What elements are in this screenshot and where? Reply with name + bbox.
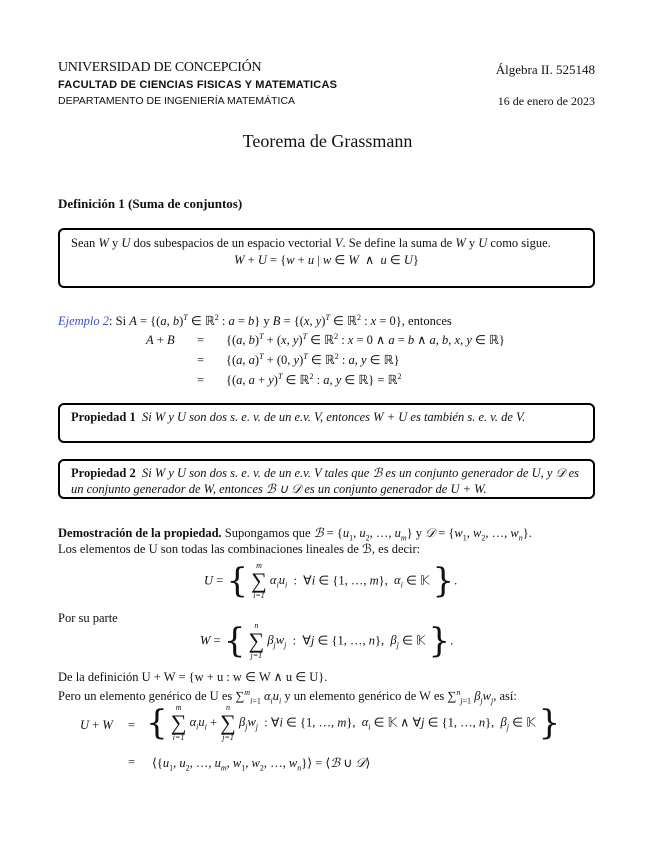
- example-label[interactable]: Ejemplo 2: [58, 314, 110, 329]
- property-1-label: Propiedad 1: [71, 410, 136, 424]
- proof-sum-eq2: =: [128, 755, 136, 769]
- example-eq-eq3: =: [197, 373, 205, 387]
- document-date: 16 de enero de 2023: [497, 94, 595, 108]
- example-eq-rhs2: {(a, a)$^T$ + (0, y)$^T$ ∈ ℝ$^2$ : a, y ∈ ℝ}: [226, 352, 400, 368]
- proof-sum-rhs2: $⟨\{u_1$, $u_2$, …, $u_m$, $w_1$, $w_2$, …, $w_n\}⟩$ = ⟨ℬ ∪ 𝒟⟩: [152, 756, 371, 773]
- property-2-text: Si W y U son dos s. e. v. de un e.v. V tales que ℬ es un conjunto generador de U, y 𝒟 es un conjunto generador de W, entonces ℬ ∪ 𝒟 es un conjunto generador de U + W.: [71, 466, 580, 496]
- proof-set-W: W = { n ∑ j=1 $\beta_jw_j$ : ∀j ∈ {1, …, n}, $\beta_j$ ∈ 𝕂 }.: [200, 621, 454, 661]
- definition-box: [58, 228, 595, 288]
- example-eq-rhs3: {(a, a + y)$^T$ ∈ ℝ$^2$ : a, y ∈ ℝ} = ℝ$^2$: [226, 372, 402, 388]
- example-eq-line1: A + B: [146, 333, 175, 347]
- property-2-box: [58, 459, 595, 499]
- definition-formula: W + U = {w + u | w ∈ W ∧ u ∈ U}: [234, 253, 419, 267]
- proof-sum-eq1: =: [128, 718, 136, 732]
- example-eq-eq2: =: [197, 353, 205, 367]
- property-1-text: Si W y U son dos s. e. v. de un e.v. V, entonces W + U es también s. e. v. de V.: [141, 410, 526, 424]
- university-name: UNIVERSIDAD DE CONCEPCIÓN: [58, 60, 262, 75]
- proof-generic-line: Pero un elemento genérico de U es ∑$^m_{i=1}$ $\alpha_iu_i$ y un elemento genérico de W es ∑$^n_{j=1}$ $\beta_jw_j$, así:: [58, 688, 517, 706]
- definition-heading: Definición 1 (Suma de conjuntos): [58, 196, 243, 211]
- property-2-label: Propiedad 2: [71, 466, 136, 480]
- page-title: Teorema de Grassmann: [242, 131, 413, 151]
- property-1-box: [58, 403, 595, 443]
- proof-sum-rhs1: { m ∑ i=1 $\alpha_iu_i$ + n ∑ j=1 $\beta_jw_j$ : ∀i ∈ {1, …, m}, $\alpha_i$ ∈ 𝕂 ∧ ∀j ∈ {1, …, n}, $\beta_j$ ∈ 𝕂 }: [146, 703, 561, 743]
- definition-text: Sean W y U dos subespacios de un espacio vectorial V. Se define la suma de W y U como sigue.: [71, 236, 551, 250]
- proof-por-su-parte: Por su parte: [58, 611, 118, 625]
- proof-first-line: Demostración de la propiedad. Supongamos que ℬ = {$u_1$, $u_2$, …, $u_m$} y 𝒟 = {$w_1$, $w_2$, …, $w_n$}.: [58, 526, 532, 543]
- department-name: DEPARTAMENTO DE INGENIERÍA MATEMÁTICA: [58, 95, 296, 107]
- proof-set-U: U = { m ∑ i=1 $\alpha_iu_i$ : ∀i ∈ {1, …, m}, $\alpha_i$ ∈ 𝕂 }.: [204, 561, 458, 601]
- course-code: Álgebra II. 525148: [495, 62, 595, 77]
- faculty-name: FACULTAD DE CIENCIAS FISICAS Y MATEMATICAS: [58, 79, 338, 91]
- example-intro: Ejemplo 2: Si A = {(a, b)$^T$ ∈ ℝ$^2$ : a = b} y B = {(x, y)$^T$ ∈ ℝ$^2$ : x = 0}, entonces: [58, 313, 452, 329]
- proof-sum-lhs: U + W: [80, 718, 113, 732]
- proof-definition-line: De la definición U + W = {w + u : w ∈ W ∧ u ∈ U}.: [58, 670, 328, 684]
- proof-second-line: Los elementos de U son todas las combinaciones lineales de ℬ, es decir:: [58, 542, 421, 556]
- example-eq-rhs1: {(a, b)$^T$ + (x, y)$^T$ ∈ ℝ$^2$ : x = 0 ∧ a = b ∧ a, b, x, y ∈ ℝ}: [226, 332, 505, 348]
- example-eq-eq1: =: [197, 333, 205, 347]
- proof-label: Demostración de la propiedad.: [58, 526, 222, 540]
